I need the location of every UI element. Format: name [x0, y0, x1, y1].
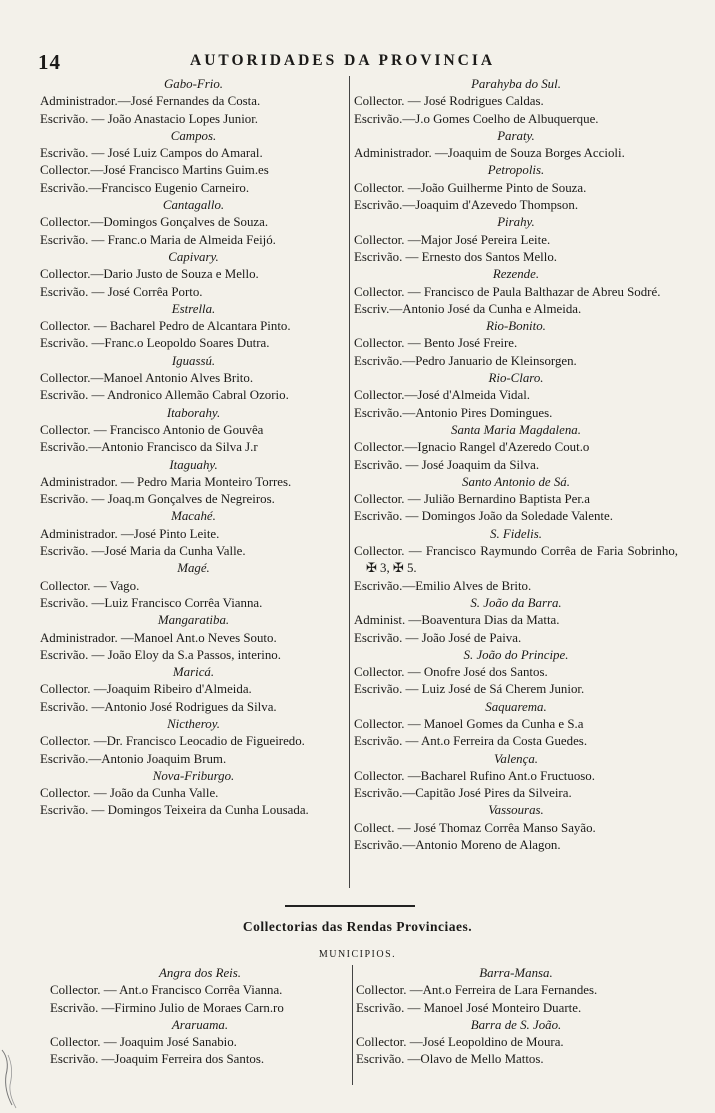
official-entry: Collector. — Onofre José dos Santos.: [354, 665, 548, 680]
municipios-left-column: [50, 965, 350, 1069]
municipality-heading: Angra dos Reis.: [159, 966, 241, 980]
official-entry: Administrador. —Manoel Ant.o Neves Souto.: [40, 630, 277, 645]
section-rule: [285, 905, 415, 907]
municipality-heading: Santo Antonio de Sá.: [462, 474, 570, 489]
official-entry: Escrivão. — Franc.o Maria de Almeida Feijó.: [40, 232, 276, 247]
municipios-columns: [50, 965, 690, 1095]
official-entry: Administrador. — Pedro Maria Monteiro Torres.: [40, 474, 292, 489]
page-title: AUTORIDADES DA PROVINCIA: [190, 52, 496, 69]
municipality-heading: Estrella.: [171, 301, 216, 316]
municipality-heading: Araruama.: [171, 1017, 229, 1032]
municipality-heading: Rezende.: [492, 267, 540, 282]
official-entry: Escrivão. —Franc.o Leopoldo Soares Dutra.: [40, 336, 270, 351]
official-entry: Escrivão.—Joaquim d'Azevedo Thompson.: [354, 198, 579, 213]
municipality-heading: Rio-Bonito.: [486, 319, 546, 334]
municipality-heading: Campos.: [170, 128, 217, 143]
official-entry: Collector. —Joaquim Ribeiro d'Almeida.: [40, 682, 252, 697]
official-entry: Collector. — Julião Bernardino Baptista Per.a: [354, 492, 590, 507]
column-divider: [349, 76, 350, 888]
official-entry: Escrivão.—Capitão José Pires da Silveira.: [354, 786, 572, 801]
official-entry: Administ. —Boaventura Dias da Matta.: [354, 613, 560, 628]
official-entry: Escrivão. — Ant.o Ferreira da Costa Guedes.: [354, 734, 588, 749]
municipality-heading: Barra de S. João.: [470, 1017, 562, 1032]
official-entry: Escrivão. — José Joaquim da Silva.: [354, 457, 540, 472]
municipality-heading: Petropolis.: [487, 163, 545, 178]
municipality-heading: Itaborahy.: [166, 405, 221, 420]
official-entry: Escrivão. —Firmino Julio de Moraes Carn.ro: [50, 1000, 284, 1015]
municipality-heading: S. João da Barra.: [470, 595, 562, 610]
official-entry: Collector. —Ant.o Ferreira de Lara Fernandes.: [356, 983, 598, 998]
official-entry: Administrador. —José Pinto Leite.: [40, 526, 220, 541]
official-entry: Escrivão.—Emilio Alves de Brito.: [354, 578, 532, 593]
municipality-heading: Saquarema.: [485, 699, 547, 714]
municipality-heading: S. Fidelis.: [490, 526, 542, 541]
official-entry: Escrivão.—Antonio Francisco da Silva J.r: [40, 440, 258, 455]
official-entry: Escrivão. — Luiz José de Sá Cherem Junior.: [354, 682, 585, 697]
municipality-heading: Itaguahy.: [169, 457, 218, 472]
official-entry: Escrivão.—Antonio Joaquim Brum.: [40, 751, 227, 766]
directory-columns: [40, 76, 680, 896]
official-entry: Escrivão. —José Maria da Cunha Valle.: [40, 544, 246, 559]
municipality-heading: Vassouras.: [488, 803, 544, 818]
official-entry: Collector. —José Leopoldino de Moura.: [356, 1035, 564, 1050]
official-entry: Escrivão. — Domingos João da Soledade Valente.: [354, 509, 613, 524]
official-entry: Collector. — Francisco Antonio de Gouvêa: [40, 422, 264, 437]
official-entry: Escrivão. — José Luiz Campos do Amaral.: [40, 146, 263, 161]
scan-smudge: [0, 1040, 30, 1110]
official-entry: Escrivão. —Antonio José Rodrigues da Silva.: [40, 699, 277, 714]
official-entry: Collector.—Ignacio Rangel d'Azeredo Cout.o: [354, 440, 590, 455]
official-entry: Collector. —Bacharel Rufino Ant.o Fructuoso.: [354, 768, 595, 783]
official-entry: Escrivão. —Luiz Francisco Corrêa Vianna.: [40, 595, 263, 610]
official-entry: Collector. — Manoel Gomes da Cunha e S.a: [354, 716, 584, 731]
official-entry: Escrivão. — Manoel José Monteiro Duarte.: [356, 1000, 582, 1015]
official-entry: Escrivão.—Pedro Januario de Kleinsorgen.: [354, 353, 577, 368]
municipality-heading: S. João do Principe.: [463, 647, 569, 662]
municipality-heading: Santa Maria Magdalena.: [451, 422, 581, 437]
municipality-heading: Pirahy.: [497, 215, 535, 230]
official-entry: Escrivão. —Olavo de Mello Mattos.: [356, 1052, 544, 1067]
official-entry: Collector.—Dario Justo de Souza e Mello.: [40, 267, 259, 282]
official-entry: Escrivão. — Joaq.m Gonçalves de Negreiros.: [40, 492, 275, 507]
official-entry: Collector.—José Francisco Martins Guim.es: [40, 163, 269, 178]
official-entry: Administrador.—José Fernandes da Costa.: [40, 94, 261, 109]
section-title: Collectorias das Rendas Provinciaes.: [242, 919, 473, 934]
municipality-heading: Macahé.: [171, 509, 216, 524]
official-entry: Escrivão.—Antonio Pires Domingues.: [354, 405, 553, 420]
official-entry: Escrivão. — João Eloy da S.a Passos, interino.: [40, 647, 281, 662]
official-entry: Escriv.—Antonio José da Cunha e Almeida.: [354, 301, 582, 316]
municipality-heading: Paraty.: [497, 128, 535, 143]
municipality-heading: Nova-Friburgo.: [152, 768, 235, 783]
official-entry: Collector. — Joaquim José Sanabio.: [50, 1035, 237, 1050]
official-entry: Collector.—José d'Almeida Vidal.: [354, 388, 531, 403]
municipality-heading: Maricá.: [172, 665, 215, 680]
official-entry: Collector.—Domingos Gonçalves de Souza.: [40, 215, 269, 230]
official-entry: Escrivão.—J.o Gomes Coelho de Albuquerque.: [354, 111, 599, 126]
official-entry: Escrivão. — Ernesto dos Santos Mello.: [354, 249, 558, 264]
municipality-heading: Magé.: [177, 561, 210, 576]
section-subtitle: MUNICIPIOS.: [318, 949, 397, 960]
official-entry: Collector. — Bacharel Pedro de Alcantara Pinto.: [40, 319, 291, 334]
official-entry: Collector. — Vago.: [40, 578, 140, 593]
official-entry: Collector. —Dr. Francisco Leocadio de Figueiredo.: [40, 734, 305, 749]
official-entry: Collector. — José Rodrigues Caldas.: [354, 94, 544, 109]
municipality-heading: Nictheroy.: [167, 716, 220, 731]
municipality-heading: Capivary.: [168, 249, 219, 264]
official-entry: Escrivão. — João José de Paiva.: [354, 630, 522, 645]
official-entry: Collector. — Bento José Freire.: [354, 336, 518, 351]
right-column: [354, 76, 678, 854]
municipios-column-divider: [352, 965, 353, 1085]
official-entry: Escrivão.—Antonio Moreno de Alagon.: [354, 838, 561, 853]
official-entry: Collector. —João Guilherme Pinto de Souza.: [354, 180, 587, 195]
official-entry: Administrador. —Joaquim de Souza Borges Accioli.: [354, 146, 625, 161]
official-entry: Escrivão. — José Corrêa Porto.: [40, 284, 203, 299]
municipality-heading: Parahyba do Sul.: [471, 77, 561, 91]
municipios-right-column: [356, 965, 676, 1069]
municipality-heading: Valença.: [493, 751, 539, 766]
official-entry: Escrivão. — João Anastacio Lopes Junior.: [40, 111, 259, 126]
official-entry: Collector. — Francisco de Paula Balthazar de Abreu Sodré.: [354, 284, 661, 299]
official-entry: Collector.—Manoel Antonio Alves Brito.: [40, 371, 254, 386]
municipality-heading: Barra-Mansa.: [479, 966, 553, 980]
municipality-heading: Iguassú.: [171, 353, 216, 368]
left-column: [40, 76, 347, 820]
official-entry: Collector. —Major José Pereira Leite.: [354, 232, 551, 247]
official-entry: Escrivão. — Domingos Teixeira da Cunha Lousada.: [40, 803, 309, 818]
official-entry: Collector. — João da Cunha Valle.: [40, 786, 219, 801]
municipality-heading: Rio-Claro.: [488, 371, 544, 386]
municipality-heading: Cantagallo.: [162, 198, 225, 213]
official-entry: Collector. — Ant.o Francisco Corrêa Vianna.: [50, 983, 283, 998]
page-number: 14: [38, 50, 61, 74]
official-entry: Escrivão.—Francisco Eugenio Carneiro.: [40, 180, 250, 195]
municipality-heading: Gabo-Frio.: [163, 77, 224, 91]
municipality-heading: Mangaratiba.: [157, 613, 230, 628]
official-entry: Escrivão. — Andronico Allemão Cabral Ozorio.: [40, 388, 289, 403]
official-entry: Escrivão. —Joaquim Ferreira dos Santos.: [50, 1052, 265, 1067]
official-entry: Collector. — Francisco Raymundo Corrêa de Faria Sobrinho, ✠ 3, ✠ 5.: [354, 544, 678, 576]
page-header: [0, 50, 715, 72]
official-entry: Collect. — José Thomaz Corrêa Manso Sayão.: [354, 820, 596, 835]
